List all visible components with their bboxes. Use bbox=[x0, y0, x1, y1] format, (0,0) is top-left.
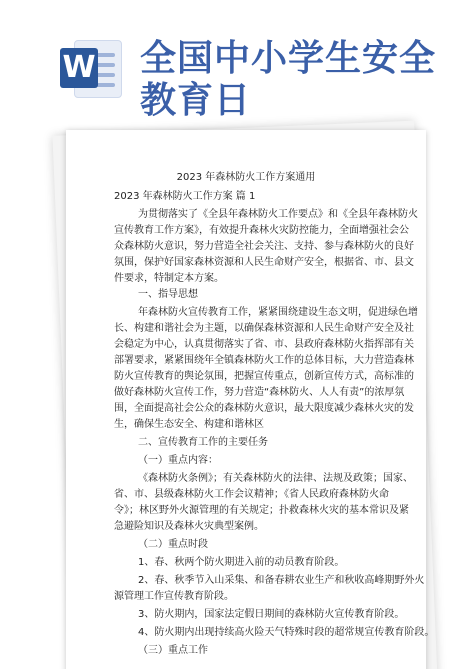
document-sheet bbox=[66, 130, 435, 669]
doc-line: 《森林防火条例》；有关森林防火的法律、法规及政策；国家、 bbox=[138, 473, 413, 484]
doc-line: 源管理工作宣传教育阶段。 bbox=[114, 591, 234, 602]
doc-line: 4、防火期内出现持续高火险天气特殊时段的超常规宣传教育阶段。 bbox=[138, 627, 435, 638]
doc-line: 部署要求，紧紧围绕年全镇森林防火工作的总体目标，大力营造森林 bbox=[114, 355, 414, 366]
banner-title-line-1: 全国中小学生安全 bbox=[140, 38, 437, 79]
doc-line: （二）重点时段 bbox=[138, 539, 208, 550]
doc-line: 二、宣传教育工作的主要任务 bbox=[138, 437, 268, 448]
word-icon bbox=[60, 36, 120, 100]
doc-line: 氛围，保护好国家森林资源和人民生命财产安全，根据省、市、县文 bbox=[114, 257, 414, 268]
doc-line: 2023 年森林防火工作方案 篇 1 bbox=[114, 191, 256, 202]
doc-line: 众森林防火意识，努力营造全社会关注、支持、参与森林防火的良好 bbox=[114, 241, 414, 252]
doc-line: 防火宣传教育的舆论氛围，把握宣传重点，创新宣传方式，高标准的 bbox=[114, 371, 414, 382]
doc-line: （一）重点内容： bbox=[138, 455, 218, 466]
doc-line: 省、市、县级森林防火工作会议精神；《省人民政府森林防火命 bbox=[114, 489, 389, 500]
doc-line: 为贯彻落实了《全县年森林防火工作要点》和《全县年森林防火 bbox=[138, 209, 418, 220]
doc-line: 2、春、秋季节入山采集、和备春耕农业生产和秋收高峰期野外火 bbox=[138, 575, 425, 586]
doc-line: 生，确保生态安全、构建和谐林区 bbox=[114, 419, 264, 430]
doc-line: 长、构建和谐社会为主题，以确保森林资源和人民生命财产安全及社 bbox=[114, 323, 414, 334]
doc-line: （三）重点工作 bbox=[138, 645, 208, 656]
doc-line: 一、指导思想 bbox=[138, 289, 198, 300]
document-title: 2023 年森林防火工作方案通用 bbox=[176, 172, 316, 183]
doc-line: 3、防火期内，国家法定假日期间的森林防火宣传教育阶段。 bbox=[138, 609, 405, 620]
header-banner bbox=[0, 0, 474, 125]
doc-line: 宣传教育工作方案》，有效提升森林火灾防控能力，全面增强社会公 bbox=[114, 225, 409, 236]
doc-line: 会稳定为中心，认真贯彻落实了省、市、县政府森林防火指挥部有关 bbox=[114, 339, 414, 350]
banner-title-line-2: 教育日 bbox=[140, 80, 252, 121]
doc-line: 急避险知识及森林火灾典型案例。 bbox=[114, 521, 264, 532]
doc-line: 令》；林区野外火源管理的有关规定；扑救森林火灾的基本常识及紧 bbox=[114, 505, 409, 516]
doc-line: 年森林防火宣传教育工作，紧紧围绕建设生态文明，促进绿色增 bbox=[138, 307, 418, 318]
doc-line: 做好森林防火宣传工作，努力营造“森林防火、人人有责”的浓厚氛 bbox=[114, 387, 405, 398]
doc-line: 围，全面提高社会公众的森林防火意识，最大限度减少森林火灾的发 bbox=[114, 403, 414, 414]
word-badge: W bbox=[60, 48, 98, 88]
doc-line: 1、春、秋两个防火期进入前的动员教育阶段。 bbox=[138, 557, 345, 568]
doc-line: 件要求，特制定本方案。 bbox=[114, 273, 224, 284]
